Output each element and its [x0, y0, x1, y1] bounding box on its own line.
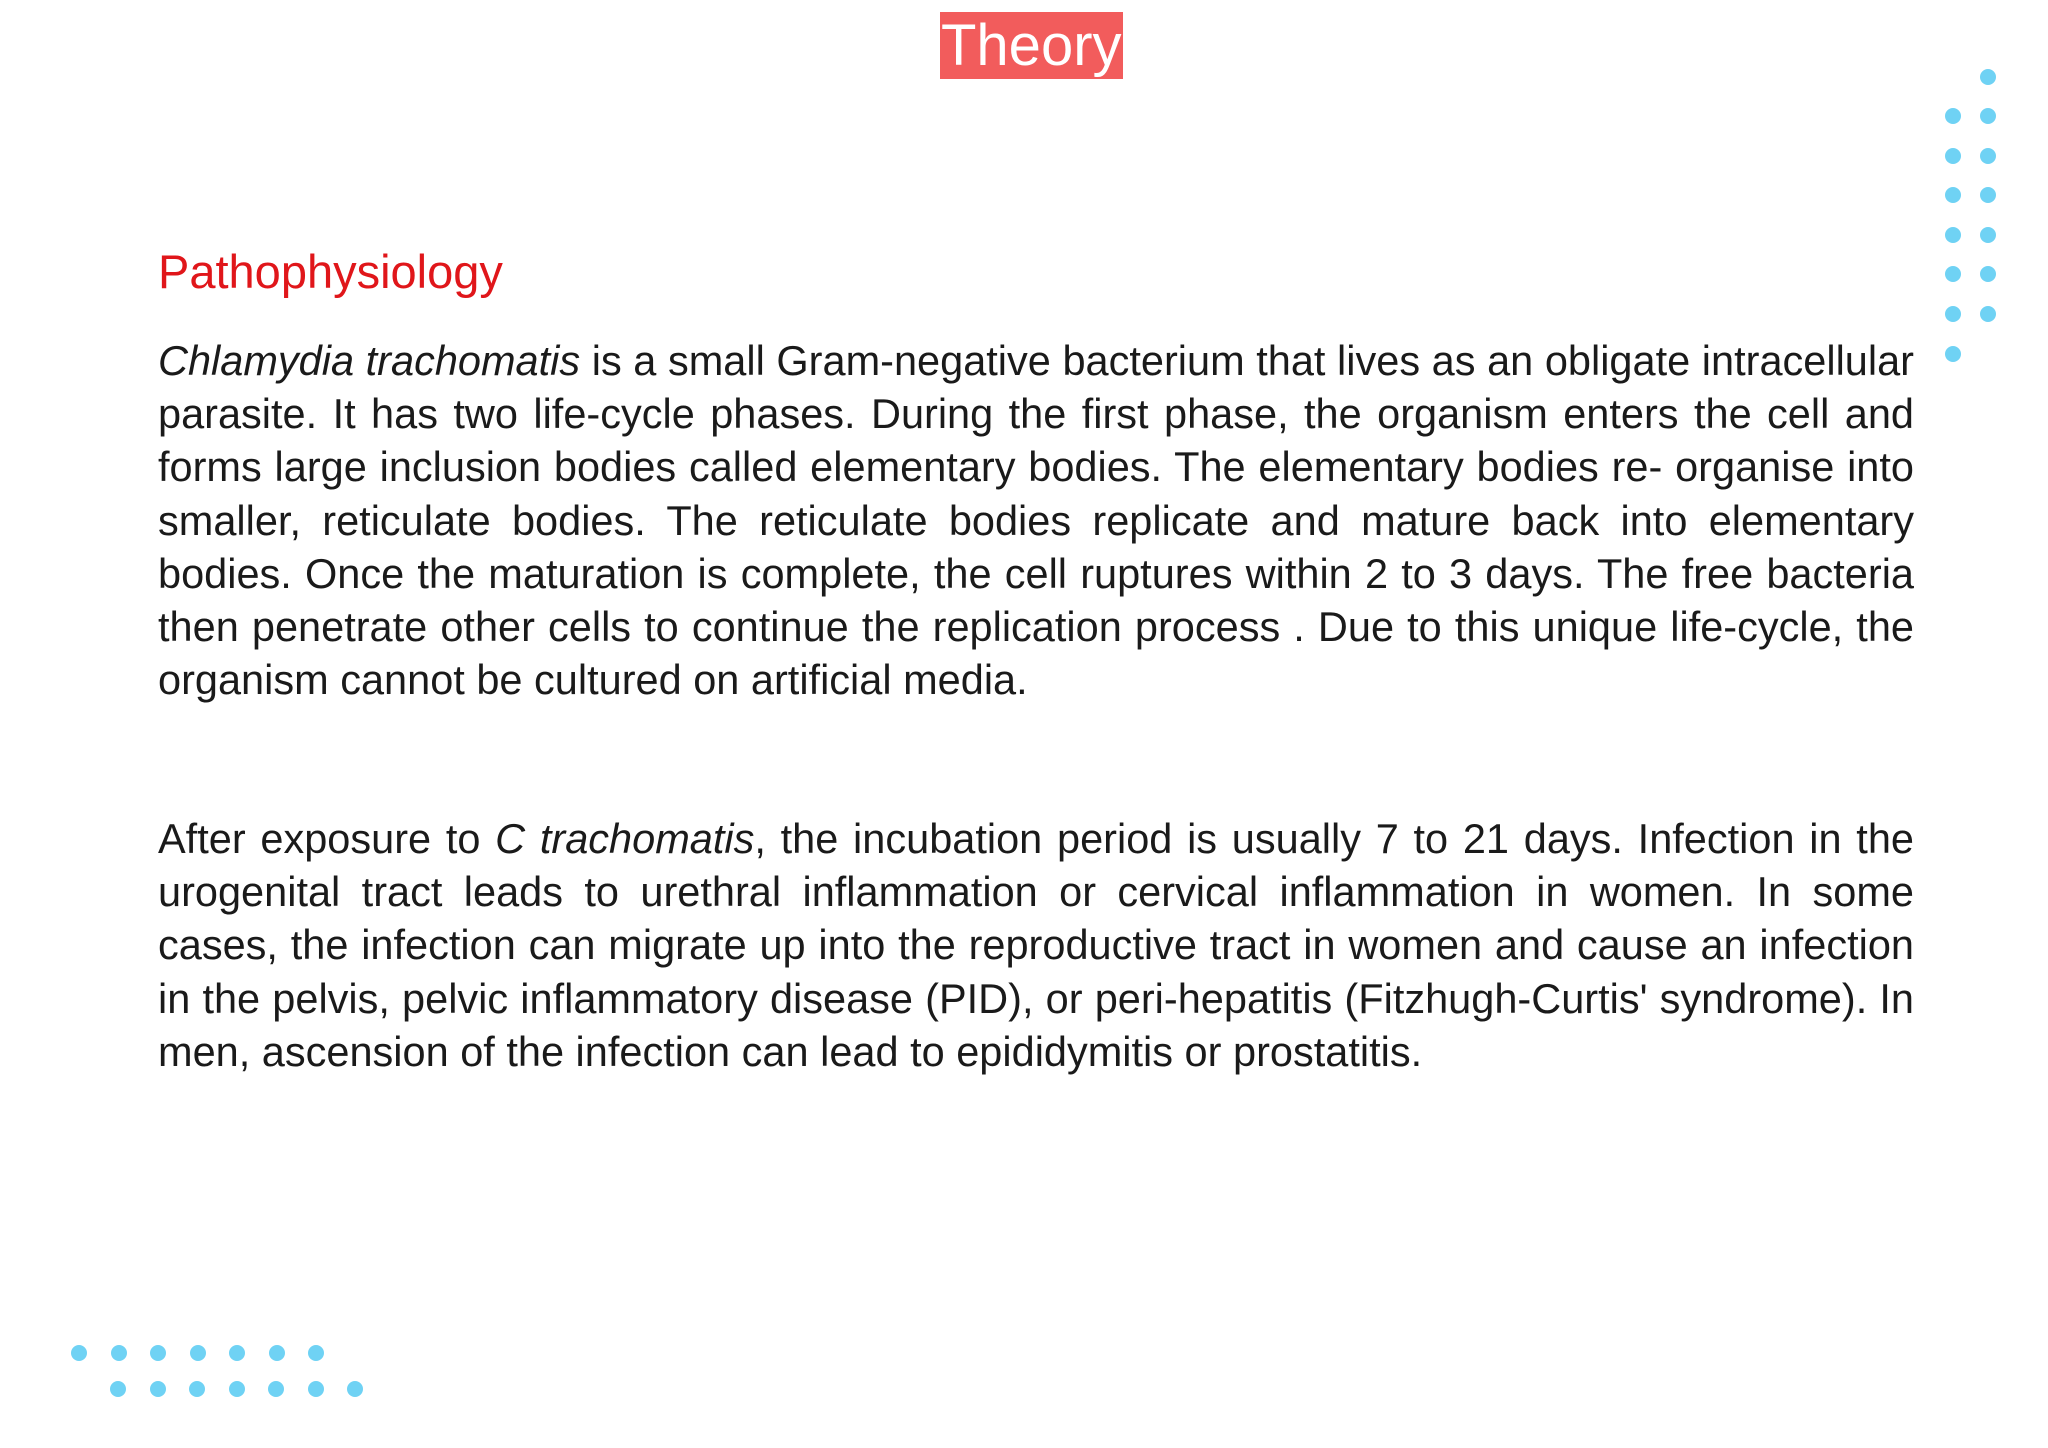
section-heading: Pathophysiology: [158, 245, 503, 298]
decorative-dot: [1980, 148, 1996, 164]
decorative-dot: [229, 1381, 245, 1397]
decorative-dot: [229, 1345, 245, 1361]
decorative-dot: [1945, 148, 1961, 164]
decorative-dot: [71, 1345, 87, 1361]
paragraph-incubation: [158, 812, 1914, 1078]
decorative-dot: [1980, 306, 1996, 322]
decorative-dot: [1945, 266, 1961, 282]
paragraph-life-cycle: [158, 334, 1914, 706]
decorative-dot: [1980, 108, 1996, 124]
decorative-dot: [1945, 346, 1961, 362]
organism-name-italic: Chlamydia trachomatis: [158, 337, 581, 384]
decorative-dot: [1945, 187, 1961, 203]
paragraph-incubation-lead: After exposure to: [158, 815, 496, 862]
organism-abbrev-italic: C trachomatis: [495, 815, 755, 862]
decorative-dot: [347, 1381, 363, 1397]
decorative-dot: [1945, 227, 1961, 243]
decorative-dot: [150, 1345, 166, 1361]
decorative-dot: [1945, 108, 1961, 124]
decorative-dot: [1980, 227, 1996, 243]
section-tag: Theory: [941, 13, 1122, 78]
decorative-dot: [269, 1345, 285, 1361]
decorative-dot: [1980, 187, 1996, 203]
decorative-dot: [190, 1345, 206, 1361]
paragraph-incubation-text: , the incubation period is usually 7 to 21 days. Infection in the urogenital tract leads to urethral inflammation or cervical inflammation in women. In some cases, the infection can migrate up into the reproductive tract in women and cause an infection in the pelvis, pelvic inflammatory disease (PID), or peri-hepatitis (Fitzhugh-Curtis' syndrome). In men, ascension of the infection can lead to epididymitis or prostatitis.: [158, 815, 1914, 1075]
decorative-dot: [189, 1381, 205, 1397]
paragraph-life-cycle-text: is a small Gram-negative bacterium that lives as an obligate intracellular parasite. It has two life-cycle phases. During the first phase, the organism enters the cell and forms large inclusion bodies called elementary bodies. The elementary bodies re- organise into smaller, reticulate bodies. The reticulate bodies replicate and mature back into elementary bodies. Once the maturation is complete, the cell ruptures within 2 to 3 days. The free bacteria then penetrate other cells to continue the replication process . Due to this unique life-cycle, the organism cannot be cultured on artificial media.: [158, 337, 1914, 704]
decorative-dot: [1945, 306, 1961, 322]
decorative-dot: [268, 1381, 284, 1397]
decorative-dot: [110, 1381, 126, 1397]
decorative-dot: [111, 1345, 127, 1361]
decorative-dot: [1980, 69, 1996, 85]
decorative-dot: [150, 1381, 166, 1397]
decorative-dot: [1980, 266, 1996, 282]
decorative-dot: [308, 1381, 324, 1397]
decorative-dot: [308, 1345, 324, 1361]
